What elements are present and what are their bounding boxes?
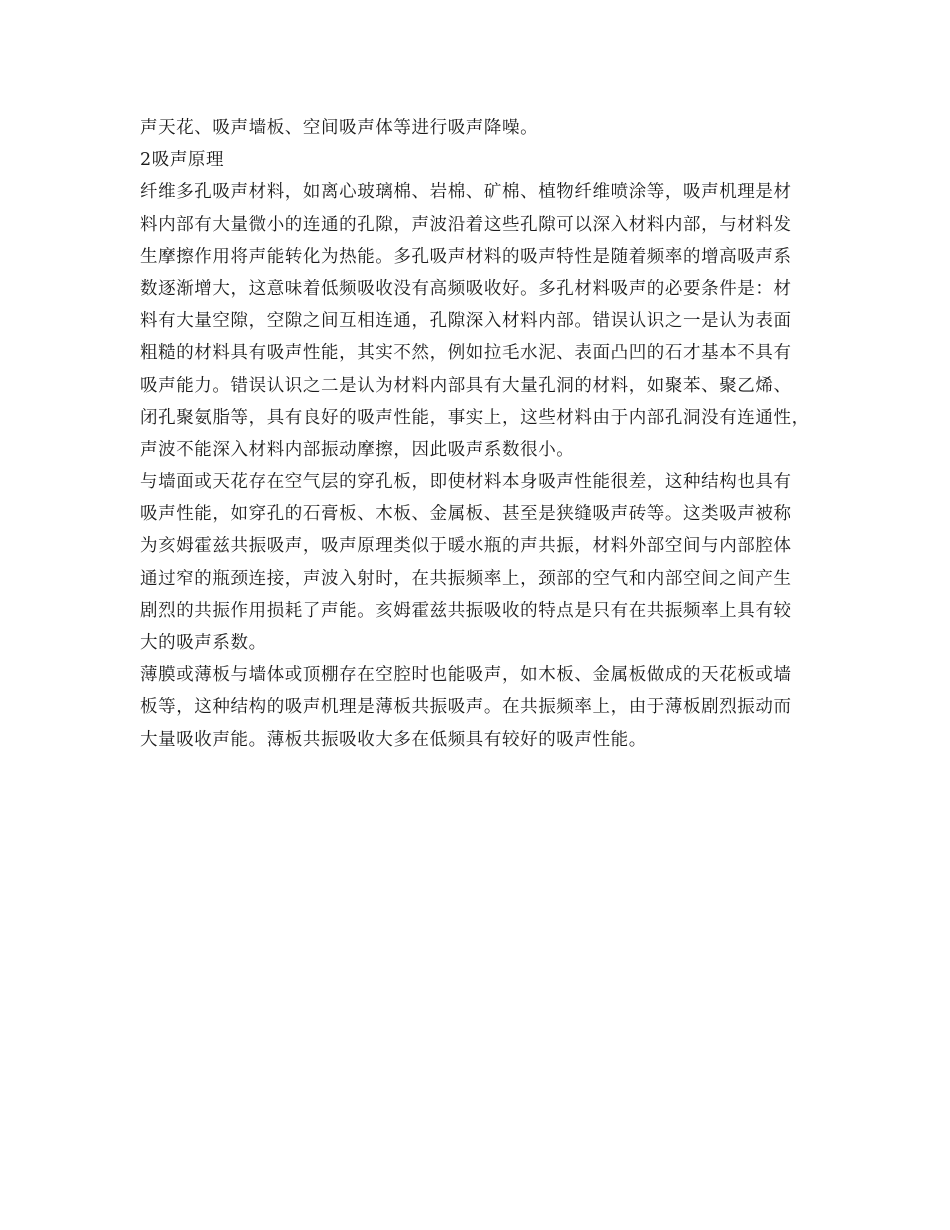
- text-line: 为亥姆霍兹共振吸声，吸声原理类似于暖水瓶的声共振，材料外部空间与内部腔体: [140, 536, 792, 557]
- text-line: 大量吸收声能。薄板共振吸收大多在低频具有较好的吸声性能。: [140, 729, 647, 750]
- section-heading: 2吸声原理: [140, 150, 225, 171]
- text-line: 料内部有大量微小的连通的孔隙，声波沿着这些孔隙可以深入材料内部，与材料发: [140, 214, 792, 235]
- text-line: 数逐渐增大，这意味着低频吸收没有高频吸收好。多孔材料吸声的必要条件是：材: [140, 278, 792, 299]
- text-line: 料有大量空隙，空隙之间互相连通，孔隙深入材料内部。错误认识之一是认为表面: [140, 311, 792, 332]
- text-line: 闭孔聚氨脂等，具有良好的吸声性能，事实上，这些材料由于内部孔洞没有连通性，: [140, 407, 810, 428]
- text-line: 板等，这种结构的吸声机理是薄板共振吸声。在共振频率上，由于薄板剧烈振动而: [140, 697, 792, 718]
- text-line: 粗糙的材料具有吸声性能，其实不然，例如拉毛水泥、表面凸凹的石才基本不具有: [140, 343, 792, 364]
- text-line: 纤维多孔吸声材料，如离心玻璃棉、岩棉、矿棉、植物纤维喷涂等，吸声机理是材: [140, 182, 792, 203]
- text-line: 薄膜或薄板与墙体或顶棚存在空腔时也能吸声，如木板、金属板做成的天花板或墙: [140, 665, 792, 686]
- document-body: [140, 112, 820, 756]
- text-line: 大的吸声系数。: [140, 633, 267, 653]
- text-line: 声波不能深入材料内部振动摩擦，因此吸声系数很小。: [140, 439, 575, 460]
- text-line: 吸声能力。错误认识之二是认为材料内部具有大量孔洞的材料，如聚苯、聚乙烯、: [140, 375, 792, 396]
- text-line: 与墙面或天花存在空气层的穿孔板，即使材料本身吸声性能很差，这种结构也具有: [140, 472, 792, 493]
- text-line-continuation: 声天花、吸声墙板、空间吸声体等进行吸声降噪。: [140, 118, 539, 138]
- text-line: 吸声性能，如穿孔的石膏板、木板、金属板、甚至是狭缝吸声砖等。这类吸声被称: [140, 504, 792, 525]
- text-line: 剧烈的共振作用损耗了声能。亥姆霍兹共振吸收的特点是只有在共振频率上具有较: [140, 600, 792, 621]
- text-line: 生摩擦作用将声能转化为热能。多孔吸声材料的吸声特性是随着频率的增高吸声系: [140, 246, 792, 267]
- text-line: 通过窄的瓶颈连接，声波入射时，在共振频率上，颈部的空气和内部空间之间产生: [140, 568, 792, 589]
